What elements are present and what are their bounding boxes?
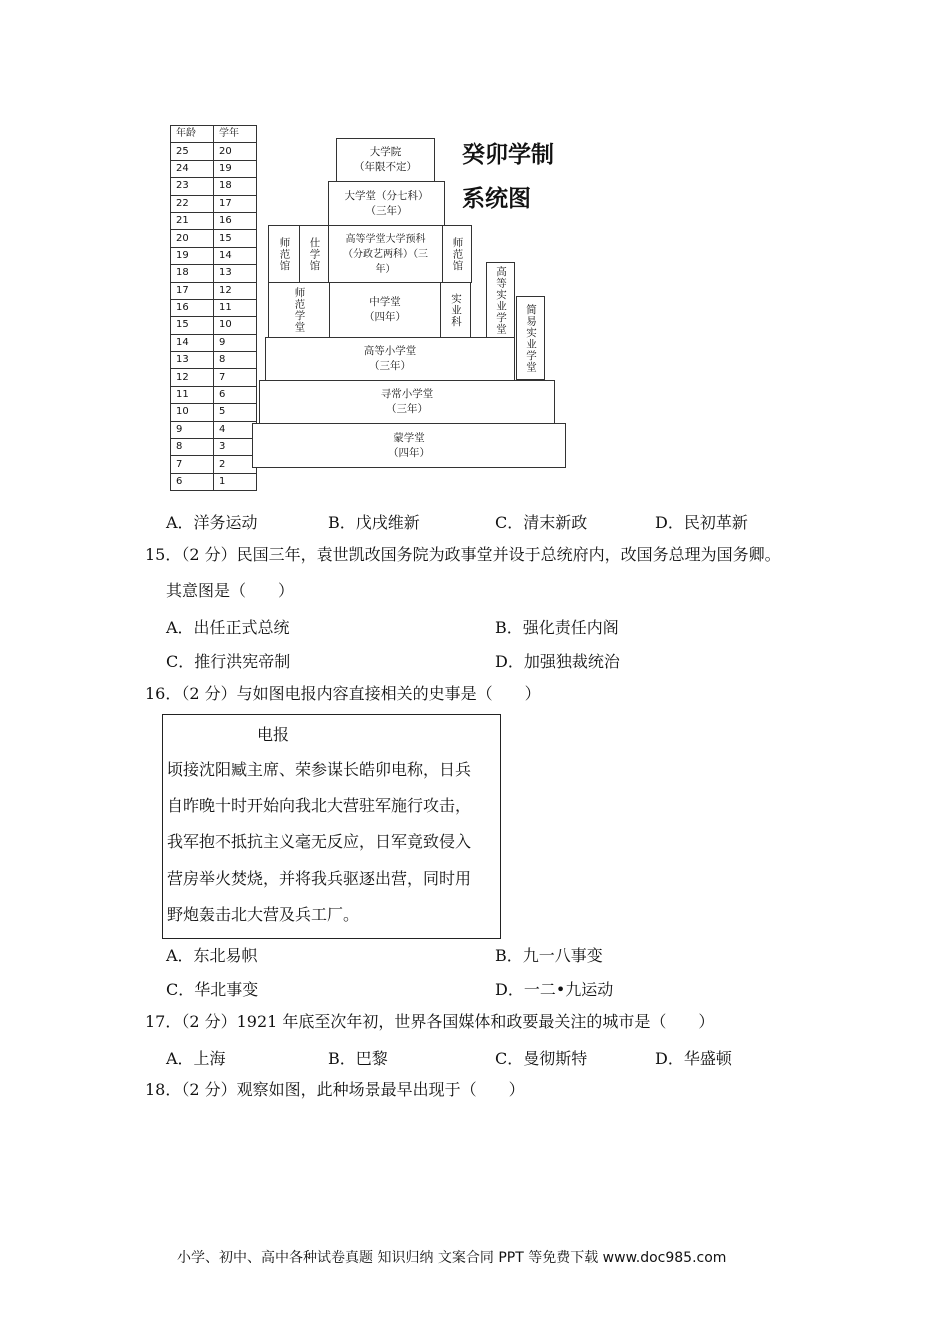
- table-cell: 17: [214, 195, 257, 212]
- box-daxuetang: 大学堂（分七科） （三年）: [328, 181, 445, 226]
- table-cell: 19: [171, 247, 214, 264]
- table-cell: 8: [214, 352, 257, 369]
- diagram-title-line1: 癸卯学制: [462, 142, 554, 168]
- table-cell: 10: [171, 404, 214, 421]
- table-row: [171, 369, 257, 386]
- box-zhongxuetang: 中学堂 （四年）: [329, 282, 441, 338]
- box-shiyeke: 实业科: [440, 282, 471, 338]
- q16-option-b[interactable]: B．九一八事变: [495, 946, 603, 965]
- q14-option-a[interactable]: A．洋务运动: [166, 513, 258, 532]
- box-shifan-guan-2: 师范馆: [442, 225, 472, 283]
- table-cell: 9: [214, 334, 257, 351]
- table-row: [171, 212, 257, 229]
- q15-option-d[interactable]: D．加强独裁统治: [495, 652, 620, 671]
- table-row: [171, 473, 257, 490]
- q15-stem-line2: 其意图是（ ）: [166, 581, 295, 600]
- table-header-row: [171, 126, 257, 143]
- table-cell: 13: [171, 352, 214, 369]
- table-row: [171, 317, 257, 334]
- table-cell: 学年: [214, 126, 257, 143]
- table-cell: 9: [171, 421, 214, 438]
- table-cell: 10: [214, 317, 257, 334]
- table-cell: 16: [171, 299, 214, 316]
- table-cell: 6: [171, 473, 214, 490]
- telegram-line-1: 顷接沈阳臧主席、荣参谋长皓卯电称，日兵: [167, 760, 472, 779]
- q15-option-b[interactable]: B．强化责任内阁: [495, 618, 619, 637]
- q16-option-a[interactable]: A．东北易帜: [166, 946, 258, 965]
- table-row: [171, 195, 257, 212]
- table-cell: 12: [214, 282, 257, 299]
- table-row: [171, 247, 257, 264]
- table-row: [171, 456, 257, 473]
- q16-option-c[interactable]: C．华北事变: [166, 980, 259, 999]
- table-cell: 15: [214, 230, 257, 247]
- q17-option-a[interactable]: A．上海: [166, 1049, 226, 1068]
- table-cell: 年龄: [171, 126, 214, 143]
- table-cell: 16: [214, 212, 257, 229]
- table-row: [171, 421, 257, 438]
- q15-option-c[interactable]: C．推行洪宪帝制: [166, 652, 291, 671]
- table-cell: 19: [214, 160, 257, 177]
- telegram-line-3: 我军抱不抵抗主义毫无反应，日军竟致侵入: [167, 832, 472, 851]
- table-cell: 14: [171, 334, 214, 351]
- q16-stem: 16．（2 分）与如图电报内容直接相关的史事是（ ）: [145, 684, 541, 703]
- age-year-table: [170, 125, 257, 491]
- table-row: [171, 178, 257, 195]
- table-cell: 11: [171, 386, 214, 403]
- table-row: [171, 160, 257, 177]
- table-cell: 4: [214, 421, 257, 438]
- box-mengxuetang: 蒙学堂 （四年）: [252, 423, 566, 468]
- box-gaodeng-xiaoxue: 高等小学堂 （三年）: [265, 337, 515, 381]
- table-row: [171, 334, 257, 351]
- table-row: [171, 282, 257, 299]
- q14-option-b[interactable]: B．戊戌维新: [328, 513, 420, 532]
- table-row: [171, 439, 257, 456]
- box-shifan-xuetang: 师范学堂: [268, 282, 330, 338]
- diagram-title-line2: 系统图: [462, 186, 531, 212]
- table-row: [171, 299, 257, 316]
- table-row: [171, 230, 257, 247]
- table-row: [171, 404, 257, 421]
- table-cell: 21: [171, 212, 214, 229]
- telegram-box: [162, 714, 501, 939]
- box-gaodeng-xuetang: 高等学堂大学预科 （分政艺两科）（三 年）: [328, 225, 443, 283]
- telegram-line-5: 野炮轰击北大营及兵工厂。: [167, 905, 360, 924]
- table-cell: 22: [171, 195, 214, 212]
- box-jianyi-shiye: 简易实业学堂: [516, 296, 545, 380]
- table-cell: 1: [214, 473, 257, 490]
- table-row: [171, 265, 257, 282]
- table-cell: 12: [171, 369, 214, 386]
- box-xunchang-xiaoxue: 寻常小学堂 （三年）: [259, 380, 555, 424]
- box-gaodeng-shiye: 高等实业学堂: [486, 262, 515, 338]
- table-cell: 25: [171, 143, 214, 160]
- table-cell: 13: [214, 265, 257, 282]
- q16-option-d[interactable]: D．一二•九运动: [495, 980, 614, 999]
- telegram-line-2: 自昨晚十时开始向我北大营驻军施行攻击，: [167, 796, 472, 815]
- table-cell: 2: [214, 456, 257, 473]
- table-row: [171, 386, 257, 403]
- table-cell: 7: [171, 456, 214, 473]
- table-cell: 15: [171, 317, 214, 334]
- box-daxueyuan: 大学院 （年限不定）: [336, 138, 435, 182]
- table-cell: 18: [214, 178, 257, 195]
- table-cell: 24: [171, 160, 214, 177]
- table-cell: 17: [171, 282, 214, 299]
- table-cell: 7: [214, 369, 257, 386]
- q17-stem: 17．（2 分）1921 年底至次年初，世界各国媒体和政要最关注的城市是（ ）: [145, 1012, 715, 1031]
- table-cell: 8: [171, 439, 214, 456]
- table-cell: 20: [214, 143, 257, 160]
- box-shixue-guan: 仕学馆: [299, 225, 329, 283]
- table-cell: 6: [214, 386, 257, 403]
- table-cell: 5: [214, 404, 257, 421]
- table-cell: 14: [214, 247, 257, 264]
- q14-option-d[interactable]: D．民初革新: [655, 513, 748, 532]
- q14-option-c[interactable]: C．清末新政: [495, 513, 588, 532]
- page-footer: 小学、初中、高中各种试卷真题 知识归纳 文案合同 PPT 等免费下载 www.doc985.com: [177, 1250, 727, 1266]
- table-row: [171, 352, 257, 369]
- telegram-title: 电报: [257, 725, 290, 744]
- table-cell: 18: [171, 265, 214, 282]
- table-cell: 20: [171, 230, 214, 247]
- q15-option-a[interactable]: A．出任正式总统: [166, 618, 290, 637]
- q17-option-b[interactable]: B．巴黎: [328, 1049, 388, 1068]
- q18-stem: 18．（2 分）观察如图，此种场景最早出现于（ ）: [145, 1080, 525, 1099]
- table-cell: 23: [171, 178, 214, 195]
- telegram-line-4: 营房举火焚烧，并将我兵驱逐出营，同时用: [167, 869, 472, 888]
- box-shifan-guan-1: 师范馆: [268, 225, 300, 283]
- q17-option-d[interactable]: D．华盛顿: [655, 1049, 732, 1068]
- q15-stem-line1: 15．（2 分）民国三年，袁世凯改国务院为政事堂并设于总统府内，改国务总理为国务卿。: [145, 545, 781, 564]
- table-row: [171, 143, 257, 160]
- table-cell: 11: [214, 299, 257, 316]
- q17-option-c[interactable]: C．曼彻斯特: [495, 1049, 588, 1068]
- table-cell: 3: [214, 439, 257, 456]
